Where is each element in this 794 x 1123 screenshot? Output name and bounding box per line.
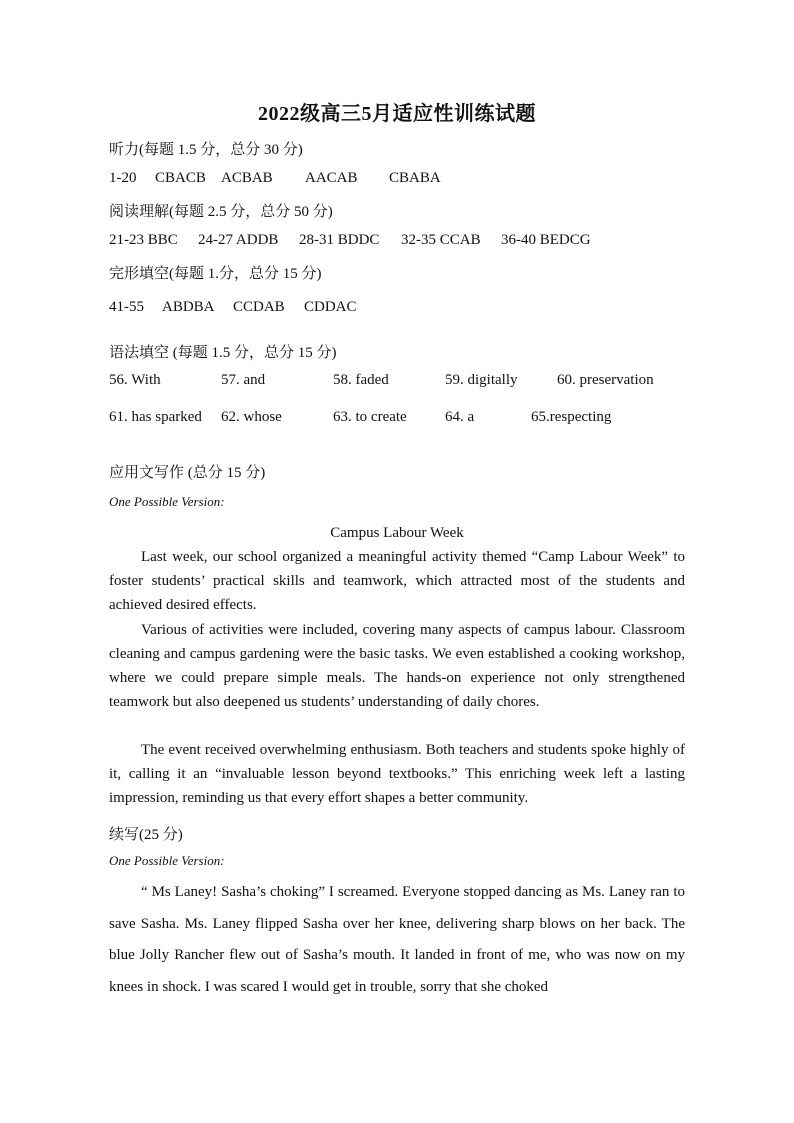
essay-paragraph-1: Last week, our school organized a meaningful activity themed “Camp Labour Week” to foster students’ practical skills and teamwork, which attracted most of the students and achieved desired effects. (109, 549, 685, 613)
cloze-group-1: ABDBA (162, 299, 215, 315)
grammar-answer-63: 63. to create (333, 409, 407, 425)
grammar-answer-58: 58. faded (333, 372, 389, 388)
essay-paragraph-3: The event received overwhelming enthusiasm. Both teachers and students spoke highly of it, calling it an “invaluable lesson beyond textbooks.” This enriching week left a lasting impression, reminding us that every effort shapes a better community. (109, 742, 685, 806)
reading-group-4: 32-35 CCAB (401, 232, 481, 248)
writing-version-label: One Possible Version: (109, 494, 225, 509)
reading-group-1: 21-23 BBC (109, 232, 178, 248)
writing-header: 应用文写作 (总分 15 分) (109, 465, 266, 481)
cloze-group-2: CCDAB (233, 299, 285, 315)
cloze-range: 41-55 (109, 299, 144, 315)
continuation-version-label: One Possible Version: (109, 853, 225, 868)
reading-group-5: 36-40 BEDCG (501, 232, 591, 248)
listening-group-4: CBABA (389, 170, 441, 186)
grammar-answer-64: 64. a (445, 409, 475, 425)
grammar-answer-56: 56. With (109, 372, 161, 388)
grammar-answer-60: 60. preservation (557, 372, 654, 388)
listening-group-2: ACBAB (221, 170, 273, 186)
essay-paragraph-2: Various of activities were included, covering many aspects of campus labour. Classroom cleaning and campus gardening were the basic tasks. We even established a cooking workshop, where we could prepare simple meals. The hands-on experience not only strengthened teamwork but also deepened us students’ understanding of daily chores. (109, 622, 685, 710)
grammar-answer-61: 61. has sparked (109, 409, 202, 425)
listening-group-3: AACAB (305, 170, 358, 186)
grammar-answer-57: 57. and (221, 372, 266, 388)
listening-group-1: CBACB (155, 170, 206, 186)
reading-group-3: 28-31 BDDC (299, 232, 380, 248)
grammar-answer-62: 62. whose (221, 409, 282, 425)
continuation-paragraph: “ Ms Laney! Sasha’s choking” I screamed. Everyone stopped dancing as Ms. Laney ran to save Sasha. Ms. Laney flipped Sasha over her knee, delivering sharp blows on her back. The blue Jolly Rancher flew out of Sasha’s mouth. It landed in front of me, who was now on my knees in shock. I was scared I would get in trouble, sorry that she choked (109, 884, 685, 995)
grammar-header: 语法填空 (每题 1.5 分，总分 15 分) (109, 345, 337, 361)
grammar-answer-59: 59. digitally (445, 372, 518, 388)
reading-header: 阅读理解(每题 2.5 分，总分 50 分) (109, 204, 333, 220)
cloze-group-3: CDDAC (304, 299, 357, 315)
page-title: 2022级高三5月适应性训练试题 (258, 103, 536, 125)
grammar-answer-65: 65.respecting (531, 409, 612, 425)
essay-title: Campus Labour Week (330, 525, 464, 541)
reading-group-2: 24-27 ADDB (198, 232, 279, 248)
cloze-header: 完形填空(每题 1.分，总分 15 分) (109, 266, 322, 282)
continuation-header: 续写(25 分) (109, 827, 183, 843)
listening-header: 听力(每题 1.5 分，总分 30 分) (109, 142, 303, 158)
listening-range: 1-20 (109, 170, 137, 186)
